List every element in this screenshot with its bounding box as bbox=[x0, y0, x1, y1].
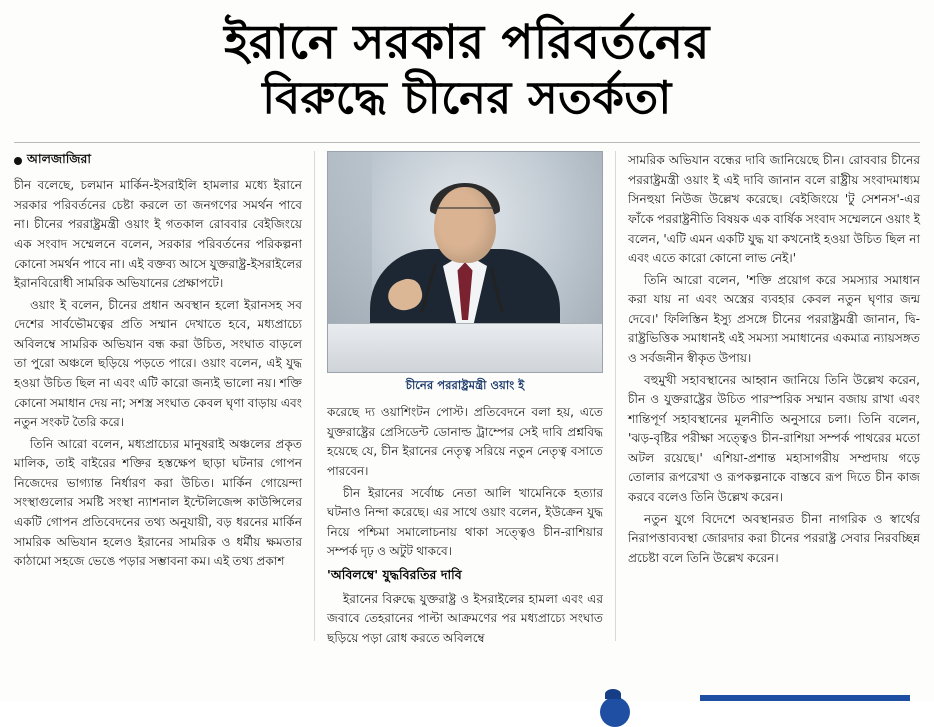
paragraph: চীন ইরানের সর্বোচ্চ নেতা আলি খামেনিকে হত্যার ঘটনাও নিন্দা করেছে। এর সাথে ওয়াং বলেন, ইউক্রেন যুদ্ধ নিয়ে পশ্চিমা সমালোচনায় থাকা সত্ত্বেও চীন-রাশিয়ার সম্পর্ক দৃঢ় ও অটুট থাকবে। bbox=[327, 485, 603, 559]
paragraph: ওয়াং ই বলেন, চীনের প্রধান অবস্থান হলো ইরানসহ সব দেশের সার্বভৌমত্বের প্রতি সম্মান দেখাতে হবে, মধ্যপ্রাচ্যে অবিলম্বে সামরিক অভিযান বন্ধ করা উচিত, সংঘাত বাড়লে তা পুরো অঞ্চলে ছড়িয়ে পড়তে পারে। ওয়াং বলেন, এই যুদ্ধ হওয়া উচিত ছিল না এবং এটি কারো জন্যই ভালো নয়। শক্তি কোনো সমাধান দেয় না; সশস্ত্র সংঘাত কেবল ঘৃণা বাড়ায় এবং নতুন সংকট তৈরি করে। bbox=[14, 297, 302, 430]
photo-caption: চীনের পররাষ্ট্রমন্ত্রী ওয়াং ই bbox=[405, 378, 525, 393]
bullet-icon bbox=[14, 157, 22, 165]
photo-head bbox=[434, 187, 496, 263]
photo-desk bbox=[328, 323, 602, 372]
column-middle bbox=[314, 151, 616, 645]
wang-yi-photo bbox=[327, 151, 603, 373]
byline-source: আলজাজিরা bbox=[27, 151, 91, 167]
headline-line-1: ইরানে সরকার পরিবর্তনের bbox=[224, 15, 710, 70]
column-left bbox=[14, 151, 314, 641]
paragraph: করেছে দ্য ওয়াশিংটন পোস্ট। প্রতিবেদনে বলা হয়, এতে যুক্তরাষ্ট্রের প্রেসিডেন্ট ডোনাল্ড ট্রাম্পের সেই দাবি প্রশ্নবিদ্ধ হয়েছে যে, চীন ইরানের নেতৃত্ব সরিয়ে নতুন নেতৃত্ব বসাতে পারবেন। bbox=[327, 405, 603, 478]
paragraph: নতুন যুগে বিদেশে অবস্থানরত চীনা নাগরিক ও স্বার্থের নিরাপত্তাব্যবস্থা জোরদার করা চীনের পররাষ্ট্র সেবার নিরবচ্ছিন্ন প্রচেষ্টা বলে তিনি উল্লেখ করেন। bbox=[628, 511, 920, 565]
paragraph: তিনি আরো বলেন, মধ্যপ্রাচ্যের মানুষরাই অঞ্চলের প্রকৃত মালিক, তাই বাইরের শক্তির হস্তক্ষেপ ছাড়া ঘটনার গোপন নিজেদের ভাগ্যান্ত নির্ধারণ করা উচিত। মার্কিন গোয়েন্দা সংস্থাগুলোর সমষ্টি সংস্থা ন্যাশনাল ইন্টেলিজেন্স কাউন্সিলের একটি গোপন প্রতিবেদনের তথ্য অনুযায়ী, বড় ধরনের মার্কিন সামরিক অভিযান হলেও ইরানের সামরিক ও ধর্মীয় ক্ষমতার কাঠামো সহজে ভেঙে পড়ার সম্ভাবনা কম। এই তথ্য প্রকাশ bbox=[14, 436, 302, 569]
paragraph: বহুমুখী সহাবস্থানের আহ্বান জানিয়ে তিনি উল্লেখ করেন, চীন ও যুক্তরাষ্ট্রের উচিত পারস্পরিক সম্মান বজায় রাখা এবং শান্তিপূর্ণ সহাবস্থানের মূলনীতি অনুসারে চলা। তিনি বলেন, 'ঝড়-বৃষ্টির পরীক্ষা সত্ত্বেও চীন-রাশিয়া সম্পর্ক পাথরের মতো অটল রয়েছে।' এশিয়া-প্রশান্ত মহাসাগরীয় সম্প্রদায় গড়ে তোলার রূপরেখা ও রূপকল্পনাকে বাস্তবে রূপ দিতে চীন কাজ করবে বলেও তিনি উল্লেখ করেন। bbox=[628, 372, 920, 505]
paragraph: সামরিক অভিযান বন্ধের দাবি জানিয়েছে চীন। রোববার চীনের পররাষ্ট্রমন্ত্রী ওয়াং ই এই দাবি জানান বলে রাষ্ট্রীয় সংবাদমাধ্যম সিনহুয়া নিউজ উল্লেখ করেছে। বেইজিংয়ে 'টু সেশনস'-এর ফাঁকে পররাষ্ট্রনীতি বিষয়ক এক বার্ষিক সংবাদ সম্মেলনে ওয়াং ই বলেন, 'এটি এমন একটি যুদ্ধ যা কখনোই হওয়া উচিত ছিল না এবং এতে কারো কোনো লাভ নেই।' bbox=[628, 153, 920, 266]
paragraph: ইরানের বিরুদ্ধে যুক্তরাষ্ট্র ও ইসরাইলের হামলা এবং এর জবাবে তেহরানের পাল্টা আক্রমণের পর মধ্যপ্রাচ্যে সংঘাত ছড়িয়ে পড়া রোধ করতে অবিলম্বে bbox=[327, 591, 603, 645]
byline bbox=[14, 151, 302, 171]
decorative-dot bbox=[605, 689, 621, 699]
article-columns bbox=[0, 143, 934, 645]
photo-glasses bbox=[436, 207, 494, 222]
decorative-circle bbox=[600, 697, 630, 727]
bottom-decoration bbox=[0, 667, 934, 701]
paragraph: তিনি আরো বলেন, 'শক্তি প্রয়োগ করে সমস্যার সমাধান করা যায় না এবং অস্ত্রের ব্যবহার কেবল নতুন ঘৃণার জন্ম দেবে।' ফিলিস্তিন ইস্যু প্রসঙ্গে চীনের পররাষ্ট্রমন্ত্রী জানান, দ্বি-রাষ্ট্রভিত্তিক সমাধানই এই সমস্যা সমাধানের একমাত্র ন্যায়সঙ্গত ও সর্বজনীন স্বীকৃত উপায়। bbox=[628, 272, 920, 365]
page-title bbox=[0, 0, 934, 132]
article-photo-wrap bbox=[327, 151, 603, 396]
section-subheading: 'অবিলম্বে' যুদ্ধবিরতির দাবি bbox=[327, 566, 462, 582]
paragraph: চীন বলেছে, চলমান মার্কিন-ইসরাইলি হামলার মধ্যে ইরানে সরকার পরিবর্তনের চেষ্টা করলে তা জনগণের সমর্থন পাবে না। চীনের পররাষ্ট্রমন্ত্রী ওয়াং ই গতকাল রোববার বেইজিংয়ে এক সংবাদ সম্মেলনে বলেন, সরকার পরিবর্তনের পরিকল্পনা কোনো সমর্থন পাবে না। এই বক্তব্য আসে যুক্তরাষ্ট্র-ইসরাইলের ইরানবিরোধী সামরিক অভিযানের প্রেক্ষাপটে। bbox=[14, 178, 302, 291]
headline-line-2: বিরুদ্ধে চীনের সতর্কতা bbox=[262, 71, 672, 125]
decorative-bar bbox=[700, 695, 910, 701]
column-right bbox=[616, 151, 920, 641]
